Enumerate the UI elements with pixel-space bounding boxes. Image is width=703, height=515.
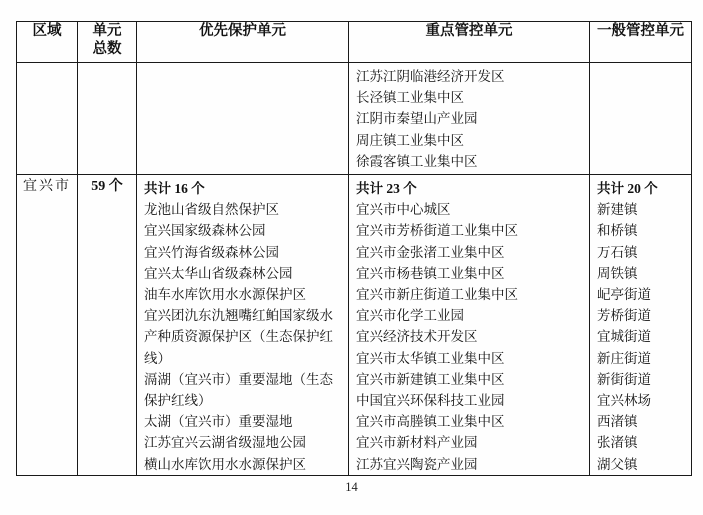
unit-item: 龙池山省级自然保护区 xyxy=(144,202,279,218)
header-general-control-units: 一般管控单元 xyxy=(590,22,692,63)
region-cell xyxy=(17,175,78,476)
header-unit-total-line1: 单元 xyxy=(92,23,122,39)
header-unit-total xyxy=(78,22,137,63)
general-subtotal: 共计 20 个 xyxy=(597,181,658,196)
unit-item: 江苏江阴临港经济开发区 xyxy=(356,69,505,84)
unit-item: 太湖（宜兴市）重要湿地 xyxy=(144,414,293,430)
header-region: 区域 xyxy=(17,22,78,63)
unit-item: 张渚镇 xyxy=(597,435,638,451)
unit-total-cell xyxy=(78,63,137,175)
unit-item: 中国宜兴环保科技工业园 xyxy=(356,393,505,409)
unit-item: 宜兴团氿东氿翘嘴红鲌国家级水产种质资源保护区（生态保护红线） xyxy=(144,308,333,366)
general-control-units-cell xyxy=(590,175,692,476)
priority-units-cell xyxy=(137,175,349,476)
unit-item: 和桥镇 xyxy=(597,223,638,239)
unit-total-cell xyxy=(78,175,137,476)
unit-item: 江苏宜兴云湖省级湿地公园 xyxy=(144,435,306,451)
page-number: 14 xyxy=(345,480,358,494)
priority-subtotal: 共计 16 个 xyxy=(144,181,205,196)
unit-item: 宜兴市金张渚工业集中区 xyxy=(356,244,505,260)
unit-item: 油车水库饮用水水源保护区 xyxy=(144,287,306,303)
unit-item: 新街街道 xyxy=(597,371,651,387)
unit-item: 屺亭街道 xyxy=(597,287,651,303)
key-units-list xyxy=(349,63,589,172)
unit-item: 宜兴市杨巷镇工业集中区 xyxy=(356,265,505,281)
header-key-control-units: 重点管控单元 xyxy=(349,22,590,63)
unit-item: 宜兴市新庄街道工业集中区 xyxy=(356,287,518,303)
region-name: 宜兴市 xyxy=(23,179,71,194)
unit-item: 宜兴竹海省级森林公园 xyxy=(144,244,279,260)
priority-units-list xyxy=(144,199,344,475)
unit-item: 芳桥街道 xyxy=(597,308,651,324)
key-control-units-cell xyxy=(349,63,590,175)
general-units-list xyxy=(597,199,687,475)
key-subtotal: 共计 23 个 xyxy=(356,181,417,196)
zoning-units-table xyxy=(16,21,692,476)
table-header-row xyxy=(17,22,692,63)
key-units-list xyxy=(356,199,585,475)
unit-item: 宜兴市新建镇工业集中区 xyxy=(356,371,505,387)
unit-item: 宜兴市新材料产业园 xyxy=(356,435,478,451)
unit-item: 宜兴市中心城区 xyxy=(356,202,451,218)
unit-item: 宜兴市太华镇工业集中区 xyxy=(356,350,505,366)
unit-item: 宜兴市芳桥街道工业集中区 xyxy=(356,223,518,239)
unit-item: 横山水库饮用水水源保护区 xyxy=(144,456,306,472)
priority-units-cell xyxy=(137,63,349,175)
unit-item: 宜兴国家级森林公园 xyxy=(144,223,266,239)
header-priority-units: 优先保护单元 xyxy=(137,22,349,63)
header-unit-total-line2: 总数 xyxy=(92,41,122,57)
table-row-continuation xyxy=(17,63,692,175)
unit-item: 宜兴经济技术开发区 xyxy=(356,329,478,345)
unit-item: 湖父镇 xyxy=(597,456,638,472)
unit-item: 长泾镇工业集中区 xyxy=(356,90,464,106)
unit-item: 宜城街道 xyxy=(597,329,651,345)
unit-item: 宜兴太华山省级森林公园 xyxy=(144,265,293,281)
unit-item: 宜兴市化学工业园 xyxy=(356,308,464,324)
unit-item: 新建镇 xyxy=(597,202,638,218)
general-control-units-cell xyxy=(590,63,692,175)
unit-item: 江苏宜兴陶瓷产业园 xyxy=(356,456,478,472)
unit-total-count: 59 个 xyxy=(91,179,123,194)
unit-item: 江阴市秦望山产业园 xyxy=(356,111,478,127)
unit-item: 新庄街道 xyxy=(597,350,651,366)
region-cell xyxy=(17,63,78,175)
unit-item: 万石镇 xyxy=(597,244,638,260)
key-control-units-cell xyxy=(349,175,590,476)
unit-item: 徐霞客镇工业集中区 xyxy=(356,153,478,169)
unit-item: 周铁镇 xyxy=(597,265,638,281)
table-row-yixing xyxy=(17,175,692,476)
unit-item: 西渚镇 xyxy=(597,414,638,430)
unit-item: 滆湖（宜兴市）重要湿地（生态保护红线） xyxy=(144,371,333,409)
unit-item: 周庄镇工业集中区 xyxy=(356,132,464,148)
unit-item: 宜兴林场 xyxy=(597,393,651,409)
unit-item: 宜兴市高塍镇工业集中区 xyxy=(356,414,505,430)
